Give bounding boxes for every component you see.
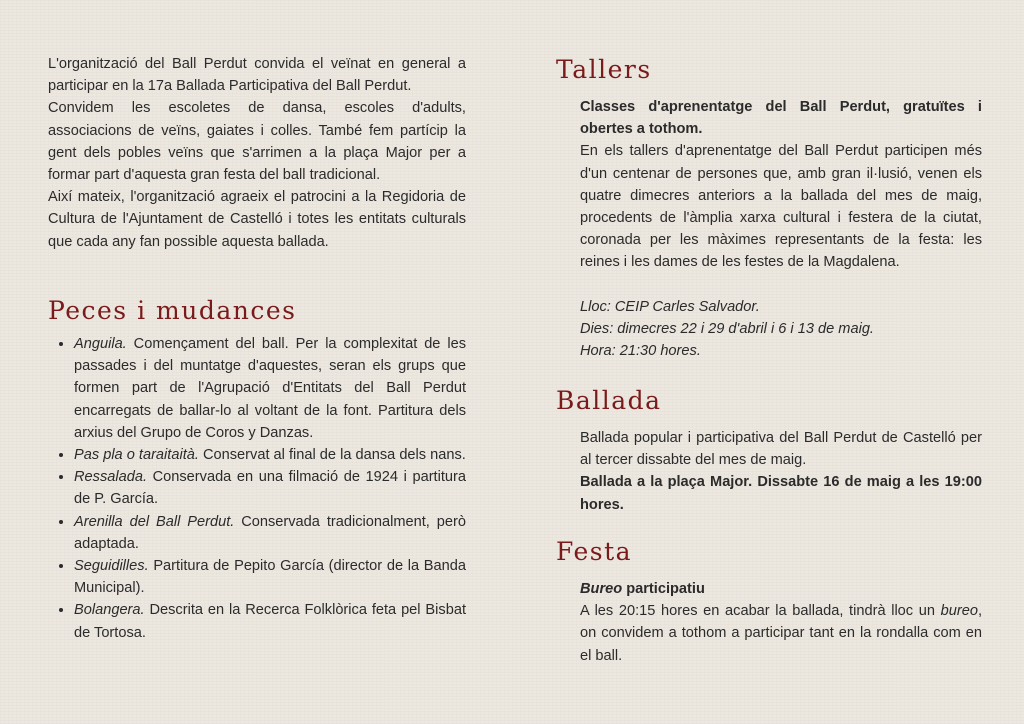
- list-item: [74, 466, 466, 510]
- tallers-hora: Hora: 21:30 hores.: [580, 343, 701, 360]
- tallers-lloc: Lloc: CEIP Carles Salvador.: [580, 298, 760, 315]
- ballada-bold: Ballada a la plaça Major. Dissabte 16 de maig a les 19:00 hores.: [580, 474, 982, 513]
- ballada-bold-text: [580, 471, 982, 515]
- intro-paragraph-2: Convidem les escoletes de dansa, escoles d'adults, associacions de veïns, gaiates i colles. També fem partícip la gent dels pobles veïns que s'arrimen a la plaça Major per a formar part d'aquesta gran festa del ball tradicional.: [48, 100, 466, 184]
- list-item: [74, 333, 466, 444]
- piece-description: Descrita en la Recerca Folklòrica feta pel Bisbat de Tortosa.: [74, 602, 466, 641]
- intro-paragraph-3: Així mateix, l'organització agraeix el patrocini a la Regidoria de Cultura de l'Ajuntament de Castelló i totes les entitats culturals que cada any fan possible aquesta ballada.: [48, 189, 466, 250]
- peces-list: [48, 333, 466, 644]
- piece-name: Pas pla o taraitaità.: [74, 447, 199, 464]
- piece-name: Anguila.: [74, 336, 127, 352]
- tallers-section: [580, 96, 982, 362]
- piece-description: Començament del ball. Per la complexitat de les passades i del muntatge d'aquestes, seran els grups que formen part de l'Agrupació d'Entitats del Ball Perdut encarregats de ballar-lo al voltant de la font. Partitura dels arxius del Grupo de Coros y Danzas.: [74, 336, 466, 441]
- festa-body: [580, 600, 982, 667]
- tallers-bold-text: [580, 96, 982, 140]
- ballada-heading: Ballada: [556, 386, 662, 415]
- piece-description: Conservat al final de la dansa dels nans.: [198, 447, 466, 464]
- festa-subtitle-italic: Bureo: [580, 581, 623, 597]
- intro-paragraph-1: L'organització del Ball Perdut convida el veïnat en general a participar en la 17a Ballada Participativa del Ball Perdut.: [48, 56, 466, 95]
- list-item: [74, 511, 466, 555]
- ballada-body: Ballada popular i participativa del Ball Perdut de Castelló per al tercer dissabte del mes de maig.: [580, 430, 982, 469]
- festa-subtitle-rest: participatiu: [622, 581, 705, 597]
- peces-heading: Peces i mudances: [48, 296, 297, 325]
- tallers-bold: Classes d'aprenentatge del Ball Perdut, gratuïtes i obertes a tothom.: [580, 99, 982, 138]
- piece-description: Conservada tradicionalment, però adaptada.: [74, 513, 466, 552]
- festa-body-part2: , on convidem a tothom a participar tant en la rondalla com en el ball.: [580, 603, 982, 664]
- piece-description: Partitura de Pepito García (director de la Banda Municipal).: [74, 558, 466, 597]
- festa-section: [580, 578, 982, 667]
- tallers-dies: Dies: dimecres 22 i 29 d'abril i 6 i 13 de maig.: [580, 320, 874, 337]
- piece-name: Bolangera.: [74, 602, 145, 619]
- festa-subtitle: [580, 578, 982, 600]
- tallers-heading: Tallers: [556, 55, 652, 84]
- intro-section: [48, 53, 466, 253]
- festa-body-italic: bureo: [940, 603, 978, 620]
- tallers-body: En els tallers d'aprenentatge del Ball Perdut participen més d'un centenar de persones que, amb gran il·lusió, venen els quatre dimecres anteriors a la ballada del mes de maig, procedents de l'àmplia xarxa cultural i festera de la ciutat, coronada per les màximes representants de la festa: les reines i les dames de les festes de la Magdalena.: [580, 143, 982, 271]
- piece-name: Arenilla del Ball Perdut.: [74, 513, 235, 530]
- list-item: [74, 444, 466, 466]
- piece-description: Conservada en una filmació de 1924 i partitura de P. García.: [74, 469, 466, 508]
- festa-body-part1: A les 20:15 hores en acabar la ballada, tindrà lloc un: [580, 603, 941, 620]
- ballada-section: [580, 427, 982, 516]
- piece-name: Seguidilles.: [74, 558, 149, 575]
- list-item: [74, 555, 466, 599]
- festa-heading: Festa: [556, 537, 633, 566]
- list-item: [74, 599, 466, 643]
- piece-name: Ressalada.: [74, 469, 148, 486]
